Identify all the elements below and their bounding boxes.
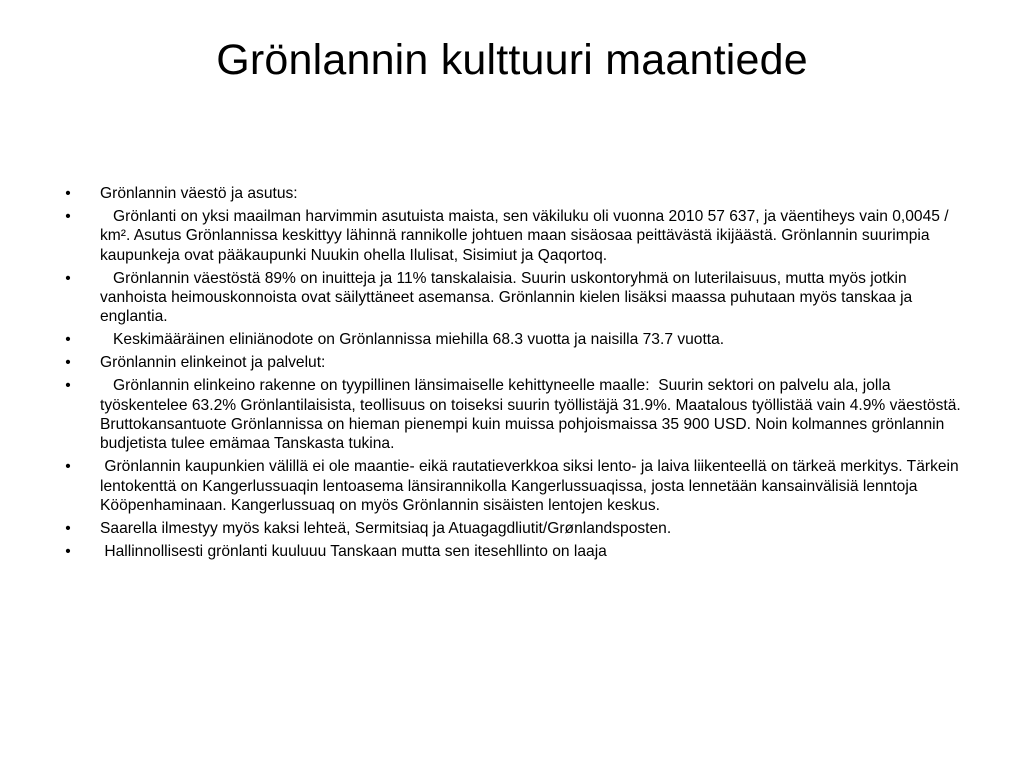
bullet-item (56, 457, 968, 515)
bullet-text: Grönlannin elinkeino rakenne on tyypillinen länsimaiselle kehittyneelle maalle: Suurin sektori on palvelu ala, jolla työskentelee 63.2% Grönlantilaisista, teollisuus on toiseksi suurin työllistäjä 31.9%. Maatalous työllistää vain 4.9% väestöstä. Bruttokansantuote Grönlannissa on hieman pienempi kuin muissa pohjoismaissa 35 900 USD. Noin kolmannes grönlannin budjetista tulee emämaa Tanskasta tukina. (100, 377, 966, 453)
bullet-text: Grönlanti on yksi maailman harvimmin asutuista maista, sen väkiluku oli vuonna 2010 57 637, ja väentiheys vain 0,0045 / km². Asutus Grönlannissa keskittyy lähinnä rannikolle johtuen maan sisäosaa peittävästä ikijäästä. Grönlannin suurimpia kaupunkeja ovat pääkaupunki Nuukin ohella Ilulisat, Sisimiut ja Qaqortoq. (100, 207, 953, 264)
bullet-icon: • (65, 185, 71, 202)
bullet-item (56, 184, 968, 203)
bullet-text: Grönlannin väestöstä 89% on inuitteja ja 11% tanskalaisia. Suurin uskontoryhmä on luterilaisuus, mutta myös jotkin vanhoista heimouskonnoista ovat säilyttäneet asemansa. Grönlannin kielen lisäksi maassa puhutaan myös tanskaa ja englantia. (100, 269, 917, 326)
bullet-icon: • (65, 520, 71, 537)
bullet-item (56, 542, 968, 561)
bullet-text: Keskimääräinen eliniänodote on Grönlannissa miehilla 68.3 vuotta ja naisilla 73.7 vuotta. (100, 331, 725, 349)
bullet-item (56, 330, 968, 349)
bullet-text: Grönlannin kaupunkien välillä ei ole maantie- eikä rautatieverkkoa siksi lento- ja laiva liikenteellä on tärkeä merkitys. Tärkein lentokenttä on Kangerlussuaqin lentoasema länsirannikolla Kangerlussuaqissa, josta lennetään kansainvälisiä lenntoja Kööpenhaminaan. Kangerlussuaq on myös Grönlannin sisäisten lentojen keskus. (100, 458, 964, 515)
bullet-icon: • (65, 542, 71, 560)
bullet-text: Grönlannin elinkeinot ja palvelut: (100, 354, 326, 372)
bullet-item (56, 376, 968, 454)
bullet-icon: • (65, 269, 71, 287)
bullet-item (56, 269, 968, 327)
bullet-text: Grönlannin väestö ja asutus: (100, 185, 298, 202)
bullet-icon: • (65, 458, 71, 476)
slide-title: Grönlannin kulttuuri maantiede (216, 36, 808, 84)
bullet-icon: • (65, 354, 71, 372)
bullet-icon: • (65, 377, 71, 395)
bullet-item (56, 207, 968, 265)
bullet-list (56, 184, 968, 565)
bullet-item (56, 353, 968, 372)
bullet-text: Saarella ilmestyy myös kaksi lehteä, Sermitsiaq ja Atuagagdliutit/Grønlandsposten. (100, 520, 672, 537)
bullet-icon: • (65, 331, 71, 349)
bullet-icon: • (65, 207, 71, 225)
bullet-text: Hallinnollisesti grönlanti kuuluuu Tanskaan mutta sen itesehllinto on laaja (100, 542, 607, 560)
bullet-item (56, 519, 968, 538)
